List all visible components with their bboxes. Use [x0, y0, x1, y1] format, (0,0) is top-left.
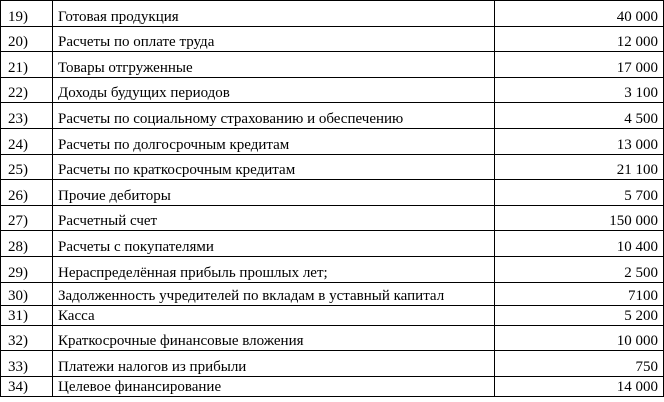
table-row [1, 282, 664, 305]
account-name: Расчеты по краткосрочным кредитам [53, 154, 495, 180]
table-row [1, 376, 664, 396]
table-row [1, 180, 664, 206]
account-value: 5 700 [495, 180, 664, 206]
account-value: 4 500 [495, 103, 664, 129]
account-value: 7100 [495, 282, 664, 305]
row-number: 31) [1, 305, 53, 325]
table-row [1, 26, 664, 52]
row-number: 25) [1, 154, 53, 180]
row-number: 33) [1, 351, 53, 377]
row-number: 20) [1, 26, 53, 52]
row-number: 29) [1, 256, 53, 282]
account-name: Расчетный счет [53, 205, 495, 231]
table-row [1, 231, 664, 257]
row-number: 23) [1, 103, 53, 129]
account-name: Расчеты по долгосрочным кредитам [53, 128, 495, 154]
account-value: 5 200 [495, 305, 664, 325]
account-name: Целевое финансирование [53, 376, 495, 396]
account-name: Нераспределённая прибыль прошлых лет; [53, 256, 495, 282]
account-value: 12 000 [495, 26, 664, 52]
table-row [1, 77, 664, 103]
table-row [1, 325, 664, 351]
row-number: 26) [1, 180, 53, 206]
account-name: Прочие дебиторы [53, 180, 495, 206]
account-name: Задолженность учредителей по вкладам в уставный капитал [53, 282, 495, 305]
account-value: 10 400 [495, 231, 664, 257]
row-number: 19) [1, 1, 53, 27]
account-name: Готовая продукция [53, 1, 495, 27]
account-value: 750 [495, 351, 664, 377]
table-row [1, 1, 664, 27]
table-row [1, 154, 664, 180]
table-row [1, 256, 664, 282]
table-row [1, 351, 664, 377]
account-value: 40 000 [495, 1, 664, 27]
row-number: 22) [1, 77, 53, 103]
row-number: 21) [1, 52, 53, 78]
table-row [1, 128, 664, 154]
row-number: 32) [1, 325, 53, 351]
account-value: 14 000 [495, 376, 664, 396]
account-name: Платежи налогов из прибыли [53, 351, 495, 377]
row-number: 24) [1, 128, 53, 154]
account-value: 2 500 [495, 256, 664, 282]
row-number: 27) [1, 205, 53, 231]
table-row [1, 305, 664, 325]
table-row [1, 205, 664, 231]
row-number: 34) [1, 376, 53, 396]
row-number: 28) [1, 231, 53, 257]
account-name: Краткосрочные финансовые вложения [53, 325, 495, 351]
account-name: Касса [53, 305, 495, 325]
row-number: 30) [1, 282, 53, 305]
account-name: Доходы будущих периодов [53, 77, 495, 103]
account-value: 17 000 [495, 52, 664, 78]
account-value: 21 100 [495, 154, 664, 180]
account-name: Расчеты с покупателями [53, 231, 495, 257]
account-name: Товары отгруженные [53, 52, 495, 78]
account-value: 13 000 [495, 128, 664, 154]
account-value: 3 100 [495, 77, 664, 103]
account-value: 150 000 [495, 205, 664, 231]
account-name: Расчеты по оплате труда [53, 26, 495, 52]
account-value: 10 000 [495, 325, 664, 351]
table-row [1, 103, 664, 129]
table-row [1, 52, 664, 78]
account-name: Расчеты по социальному страхованию и обеспечению [53, 103, 495, 129]
